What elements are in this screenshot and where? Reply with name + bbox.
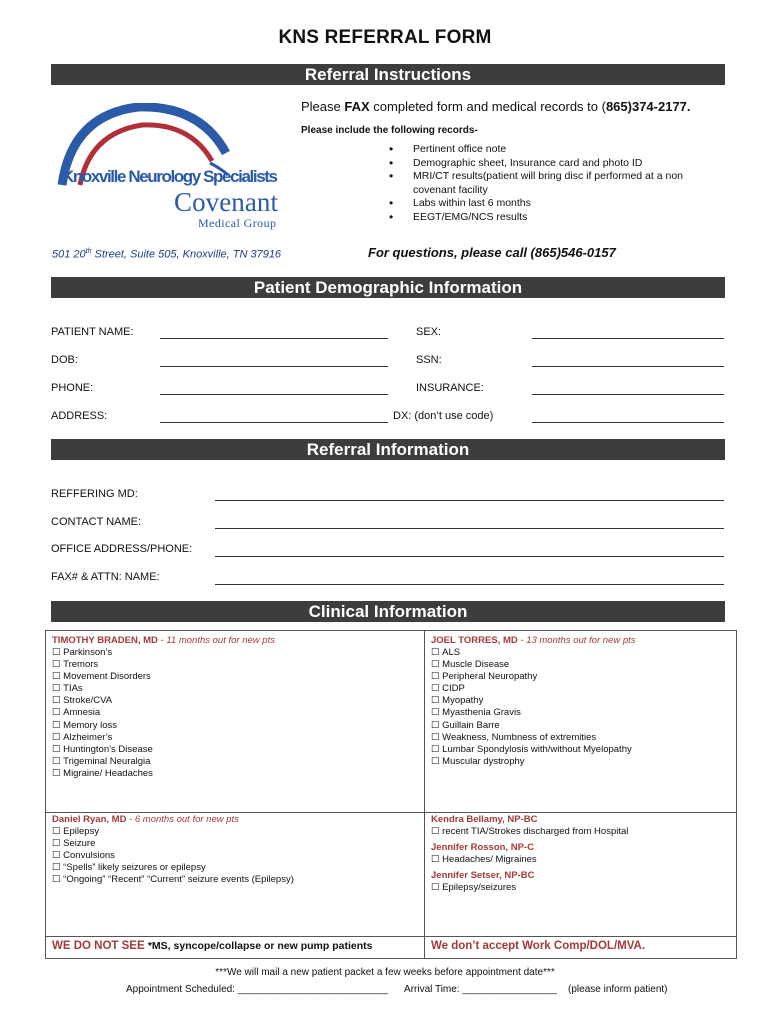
checkbox-item[interactable]: ☐ “Ongoing” “Recent” “Current” seizure events (Epilepsy) (52, 874, 294, 886)
checkbox-item[interactable]: ☐ Alzheimer’s (52, 732, 153, 744)
logo-text-covenant: Covenant (174, 187, 278, 217)
office-address-phone-label: OFFICE ADDRESS/PHONE: (51, 543, 193, 555)
checkbox-item[interactable]: ☐ recent TIA/Strokes discharged from Hospital (431, 826, 628, 838)
section-bar-demographic: Patient Demographic Information (51, 277, 725, 298)
checkbox-item[interactable]: ☐ Trigeminal Neuralgia (52, 756, 153, 768)
patient-name-field[interactable] (160, 338, 388, 339)
address-field[interactable] (160, 422, 388, 423)
torres-heading: JOEL TORRES, MD - 13 months out for new pts (431, 635, 636, 646)
clinical-divider-middle (45, 812, 737, 813)
checkbox-item[interactable]: ☐ Myopathy (431, 695, 632, 707)
logo-text-kns: Knoxville Neurology Specialists (62, 167, 278, 186)
checkbox-item[interactable]: ☐ TIAs (52, 683, 153, 695)
braden-conditions (52, 647, 153, 780)
rosson-heading: Jennifer Rosson, NP-C (431, 842, 534, 853)
list-item: • EEGT/EMG/NCS results (387, 211, 717, 225)
fax-attn-label: FAX# & ATTN: NAME: (51, 571, 160, 583)
checkbox-item[interactable]: ☐ Peripheral Neuropathy (431, 671, 632, 683)
logo-text-medical-group: Medical Group (198, 216, 276, 230)
checkbox-item[interactable]: ☐ Epilepsy/seizures (431, 882, 516, 894)
phone-field[interactable] (160, 394, 388, 395)
checkbox-item[interactable]: ☐ Tremors (52, 659, 153, 671)
checkbox-item[interactable]: ☐ “Spells” likely seizures or epilepsy (52, 862, 294, 874)
torres-conditions (431, 647, 632, 768)
dob-field[interactable] (160, 366, 388, 367)
kns-covenant-logo (50, 103, 290, 233)
checkbox-item[interactable]: ☐ Weakness, Numbness of extremities (431, 732, 632, 744)
referring-md-label: REFFERING MD: (51, 488, 138, 500)
checkbox-item[interactable]: ☐ Convulsions (52, 850, 294, 862)
checkbox-item[interactable]: ☐ Headaches/ Migraines (431, 854, 537, 866)
clinical-divider-bottom (45, 936, 737, 937)
checkbox-item[interactable]: ☐ Migraine/ Headaches (52, 768, 153, 780)
not-seen-warning: WE DO NOT SEE *MS, syncope/collapse or new pump patients (52, 940, 373, 952)
contact-name-label: CONTACT NAME: (51, 516, 142, 528)
office-address-phone-field[interactable] (215, 556, 724, 557)
section-bar-instructions: Referral Instructions (51, 64, 725, 85)
checkbox-item[interactable]: ☐ Huntington’s Disease (52, 744, 153, 756)
insurance-label: INSURANCE: (416, 382, 484, 394)
setser-heading: Jennifer Setser, NP-BC (431, 870, 535, 881)
sex-label: SEX: (416, 326, 442, 338)
records-list (387, 143, 717, 224)
work-comp-warning: We don’t accept Work Comp/DOL/MVA. (431, 940, 646, 952)
checkbox-item[interactable]: ☐ CIDP (431, 683, 632, 695)
list-item: • MRI/CT results(patient will bring disc if performed at a non covenant facility (387, 170, 717, 197)
appointment-line[interactable]: Appointment Scheduled: ___________________________ Arrival Time: _________________ (please inform patient) (126, 984, 668, 995)
address-label: ADDRESS: (51, 410, 108, 422)
patient-name-label: PATIENT NAME: (51, 326, 134, 338)
section-bar-clinical: Clinical Information (51, 601, 725, 622)
checkbox-item[interactable]: ☐ Memory loss (52, 720, 153, 732)
ryan-conditions (52, 826, 294, 886)
checkbox-item[interactable]: ☐ Seizure (52, 838, 294, 850)
ssn-field[interactable] (532, 366, 724, 367)
mail-packet-note: ***We will mail a new patient packet a few weeks before appointment date*** (215, 967, 555, 978)
ssn-label: SSN: (416, 354, 442, 366)
ryan-heading: Daniel Ryan, MD - 6 months out for new pts (52, 814, 239, 825)
phone-label: PHONE: (51, 382, 94, 394)
logo-arcs (50, 103, 290, 233)
clinical-divider-vertical (424, 630, 425, 959)
office-address: 501 20th Street, Suite 505, Knoxville, TN 37916 (52, 248, 282, 261)
checkbox-item[interactable]: ☐ Movement Disorders (52, 671, 153, 683)
checkbox-item[interactable]: ☐ Muscle Disease (431, 659, 632, 671)
checkbox-item[interactable]: ☐ Amnesia (52, 707, 153, 719)
sex-field[interactable] (532, 338, 724, 339)
questions-phone: For questions, please call (865)546-0157 (368, 245, 616, 260)
bellamy-heading: Kendra Bellamy, NP-BC (431, 814, 538, 825)
checkbox-item[interactable]: ☐ Guillain Barre (431, 720, 632, 732)
form-title: KNS REFERRAL FORM (278, 27, 492, 48)
checkbox-item[interactable]: ☐ Stroke/CVA (52, 695, 153, 707)
setser-conditions (431, 882, 516, 894)
list-item: • Demographic sheet, Insurance card and photo ID (387, 157, 717, 171)
fax-attn-field[interactable] (215, 584, 724, 585)
checkbox-item[interactable]: ☐ Parkinson’s (52, 647, 153, 659)
checkbox-item[interactable]: ☐ Myasthenia Gravis (431, 707, 632, 719)
fax-instruction: Please FAX completed form and medical records to (865)374-2177. (301, 99, 691, 114)
dob-label: DOB: (51, 354, 78, 366)
checkbox-item[interactable]: ☐ Epilepsy (52, 826, 294, 838)
bellamy-conditions (431, 826, 628, 838)
include-records-heading: Please include the following records- (301, 125, 478, 136)
checkbox-item[interactable]: ☐ Muscular dystrophy (431, 756, 632, 768)
checkbox-item[interactable]: ☐ ALS (431, 647, 632, 659)
contact-name-field[interactable] (215, 528, 724, 529)
braden-heading: TIMOTHY BRADEN, MD - 11 months out for new pts (52, 635, 275, 646)
dx-label: DX: (don’t use code) (393, 410, 494, 422)
list-item: • Labs within last 6 months (387, 197, 717, 211)
dx-field[interactable] (532, 422, 724, 423)
section-bar-referral: Referral Information (51, 439, 725, 460)
list-item: • Pertinent office note (387, 143, 717, 157)
insurance-field[interactable] (532, 394, 724, 395)
rosson-conditions (431, 854, 537, 866)
referring-md-field[interactable] (215, 500, 724, 501)
checkbox-item[interactable]: ☐ Lumbar Spondylosis with/without Myelopathy (431, 744, 632, 756)
